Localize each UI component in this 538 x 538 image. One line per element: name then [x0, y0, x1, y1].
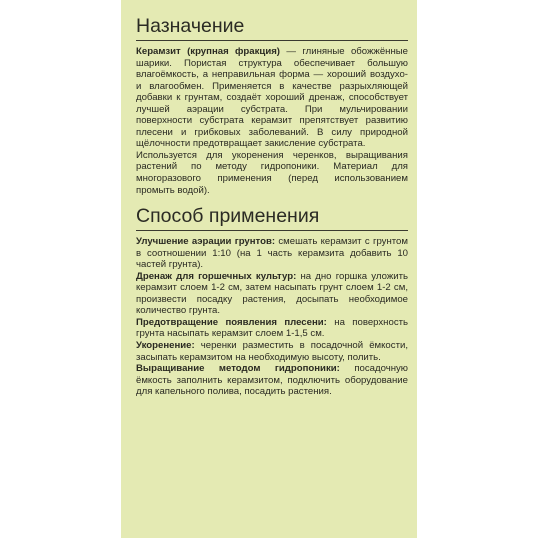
usage-text: Используется для укоренения черенков, выращивания растений по методу гидропоники. Материал для многоразового применения (перед использованием промыть водой).	[136, 149, 408, 196]
product-description: — глиняные обожжённые шарики. Пористая структура обеспечивает большую влагоёмкость, а неправильная форма — хороший воздухо- и влагообмен. Применяется в качестве разрыхляющей добавки к грунтам, создаёт хороший дренаж, способствует лучшей аэрации субстрата. При мульчировании поверхности субстрата керамзит препятствует развитию плесени и грибковых заболеваний. В силу природной щёлочности предотвращает закисление субстрата.	[136, 46, 409, 150]
method-item-label: Выращивание методом гидропоники:	[136, 363, 340, 375]
instruction-panel	[121, 0, 417, 538]
method-item-label: Улучшение аэрации грунтов:	[136, 236, 276, 248]
method-item-text: на поверхность грунта насыпать керамзит слоем 1-1,5 см.	[136, 316, 409, 340]
usage-paragraph	[136, 150, 408, 196]
product-name: Керамзит (крупная фракция)	[136, 46, 281, 57]
method-item-hydroponics	[136, 363, 408, 398]
method-item-text: посадочную ёмкость заполнить керамзитом, подключить оборудование для капельного полива, посадить растения.	[136, 363, 408, 398]
method-item-label: Предотвращение появления плесени:	[136, 316, 327, 328]
section-title-method: Способ применения	[136, 204, 408, 231]
section-title-purpose: Назначение	[136, 14, 408, 41]
method-item-text: на дно горшка уложить керамзит слоем 1-2 см, затем насыпать грунт слоем 1-2 см, произвести посадку растения, досыпать необходимое количество грунта.	[136, 270, 408, 317]
method-item-aeration	[136, 236, 408, 271]
method-item-mold	[136, 317, 408, 340]
method-item-drainage	[136, 271, 408, 317]
purpose-paragraph	[136, 46, 408, 150]
method-list	[136, 236, 408, 398]
method-item-label: Укоренение:	[136, 340, 195, 352]
method-item-text: смешать керамзит с грунтом в соотношении 1:10 (на 1 часть керамзита добавить 10 частей грунта).	[136, 236, 408, 271]
method-item-rooting	[136, 340, 408, 363]
method-item-text: черенки разместить в посадочной ёмкости, засыпать керамзитом на необходимую высоту, полить.	[136, 340, 408, 363]
method-item-label: Дренаж для горшечных культур:	[136, 270, 297, 282]
